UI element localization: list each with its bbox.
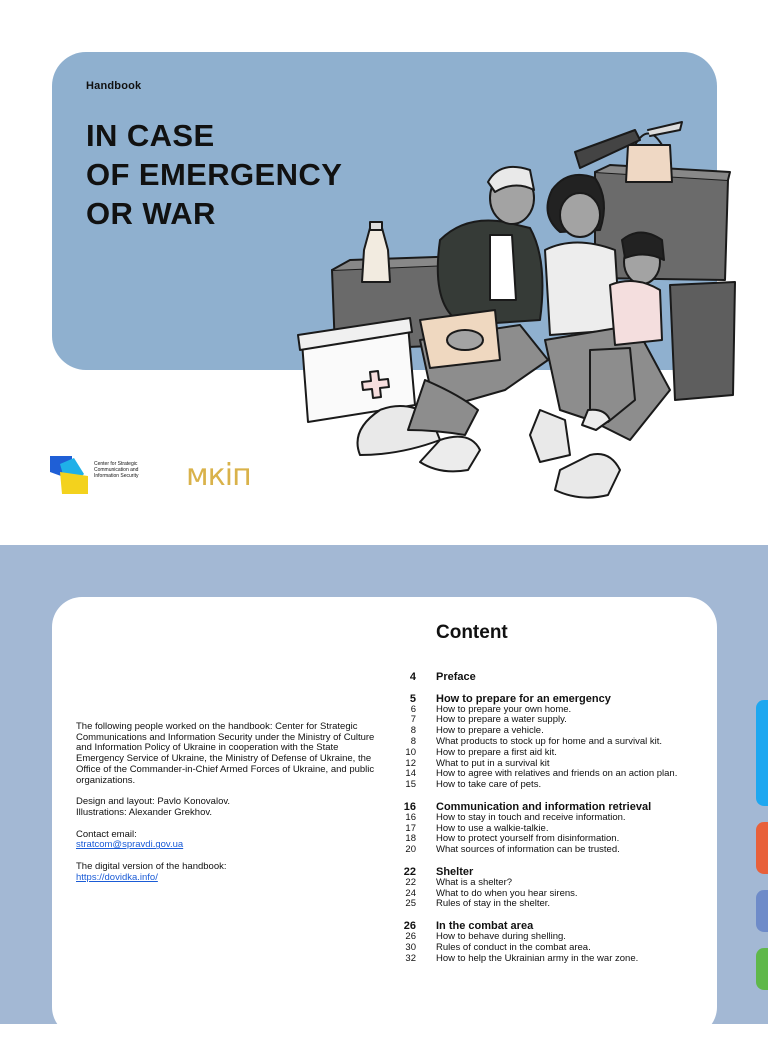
toc-item[interactable] (392, 943, 712, 954)
toc-page-number: 22 (403, 865, 416, 878)
toc-page-number: 16 (403, 800, 416, 813)
cover-title-line: OF EMERGENCY (86, 157, 343, 192)
toc-item-text: How to take care of pets. (436, 779, 542, 791)
box-right-low (670, 282, 735, 400)
toc-page-number: 15 (405, 779, 416, 791)
toc-section-title: Communication and information retrieval (436, 800, 652, 813)
toc-item-text: How to use a walkie-talkie. (436, 822, 549, 834)
toc-item-text: Rules of stay in the shelter. (436, 898, 551, 910)
toc-page-number: 18 (405, 833, 416, 845)
toc-page-number: 8 (410, 725, 416, 737)
toc-item[interactable] (392, 954, 712, 965)
section-tab-orange[interactable] (756, 822, 768, 874)
toc-page-number: 26 (405, 930, 416, 942)
toc-section (392, 867, 712, 910)
table-of-contents (392, 672, 712, 975)
mkip-logo: мкіп (186, 458, 251, 493)
credits-design-line: Design and layout: Pavlo Konovalov. (76, 796, 231, 808)
toc-item[interactable] (392, 813, 712, 824)
toc-section (392, 694, 712, 791)
toc-item-text: How to prepare a water supply. (436, 714, 567, 726)
toc-item-text: How to prepare your own home. (436, 703, 572, 715)
credits-people: The following people worked on the handbook: Center for Strategic Communications and Information Security under the Ministry of Culture and Information Policy of Ukraine in cooperation with the State Emergency Service of Ukraine, the Ministry of Defense of Ukraine, the Office of the Commander-in-Chief Armed Forces of Ukraine, and public organizations. (76, 721, 375, 786)
toc-page-number: 32 (405, 952, 416, 964)
toc-section-title: Shelter (436, 865, 474, 878)
toc-page-number: 14 (405, 768, 416, 780)
toc-section-title: How to prepare for an emergency (436, 692, 611, 705)
toc-section-title: In the combat area (436, 920, 534, 933)
toc-item-text: What sources of information can be trusted. (436, 844, 620, 856)
toc-title: Content (436, 622, 508, 643)
toc-item[interactable] (392, 845, 712, 856)
toc-page-number: 4 (409, 671, 416, 683)
toc-item[interactable] (392, 780, 712, 791)
toc-page-number: 16 (405, 811, 416, 823)
toc-item-text: How to stay in touch and receive information. (436, 811, 626, 823)
toc-page-number: 6 (410, 703, 416, 715)
fire-extinguisher-icon (575, 122, 682, 182)
toc-section (392, 672, 712, 683)
toc-page-number: 12 (405, 757, 416, 769)
water-bottle-icon (362, 222, 390, 282)
toc-page-number: 25 (405, 898, 416, 910)
toc-page-number: 10 (405, 746, 416, 758)
credits-block (76, 722, 376, 894)
toc-item-text: How to help the Ukrainian army in the war zone. (436, 952, 639, 964)
credits-digital (76, 862, 376, 883)
toc-page-number: 8 (410, 735, 416, 747)
toc-section (392, 921, 712, 964)
toc-item-text: How to agree with relatives and friends on an action plan. (436, 768, 678, 780)
section-tab-purple[interactable] (756, 890, 768, 932)
toc-page-number: 5 (409, 692, 416, 705)
toc-item-text: What to put in a survival kit (436, 757, 550, 769)
toc-section-heading[interactable] (392, 672, 712, 683)
toc-page-number: 20 (405, 844, 416, 856)
csc-logo-icon (50, 454, 90, 494)
credits-illustrations-line: Illustrations: Alexander Grekhov. (76, 806, 213, 818)
toc-page-number: 30 (405, 941, 416, 953)
section-tab-green[interactable] (756, 948, 768, 990)
handbook-label: Handbook (86, 80, 142, 92)
credits-contact (76, 830, 376, 851)
toc-item-text: Rules of conduct in the combat area. (436, 941, 591, 953)
toc-page-number: 26 (403, 920, 416, 933)
section-tab-blue[interactable] (756, 700, 768, 806)
digital-label: The digital version of the handbook: (76, 861, 227, 873)
toc-page-number: 17 (405, 822, 416, 834)
csc-logo-text: Center for Strategic Communication and Information Security (94, 461, 139, 479)
toc-page-number: 22 (405, 876, 416, 888)
toc-item[interactable] (392, 878, 712, 889)
family-illustration (290, 110, 740, 520)
toc-section-heading[interactable] (392, 694, 712, 705)
toc-page-number: 24 (405, 887, 416, 899)
toc-item-text: How to prepare a first aid kit. (436, 746, 557, 758)
toc-section (392, 802, 712, 856)
contact-email-link[interactable]: stratcom@spravdi.gov.ua (76, 839, 184, 851)
digital-version-link[interactable]: https://dovidka.info/ (76, 871, 158, 883)
toc-item-text: How to behave during shelling. (436, 930, 566, 942)
toc-item[interactable] (392, 748, 712, 759)
contact-label: Contact email: (76, 828, 137, 840)
toc-page-number: 7 (410, 714, 416, 726)
cover-title-line: IN CASE (86, 118, 215, 153)
credits-design (76, 797, 376, 818)
toc-item[interactable] (392, 899, 712, 910)
toc-section-title: Preface (436, 671, 476, 683)
cover-title-line: OR WAR (86, 196, 216, 231)
toc-item-text: What to do when you hear sirens. (436, 887, 578, 899)
toc-item-text: How to protect yourself from disinformation. (436, 833, 620, 845)
toc-item-text: What products to stock up for home and a survival kit. (436, 735, 662, 747)
toc-item-text: What is a shelter? (436, 876, 513, 888)
toc-item-text: How to prepare a vehicle. (436, 725, 544, 737)
